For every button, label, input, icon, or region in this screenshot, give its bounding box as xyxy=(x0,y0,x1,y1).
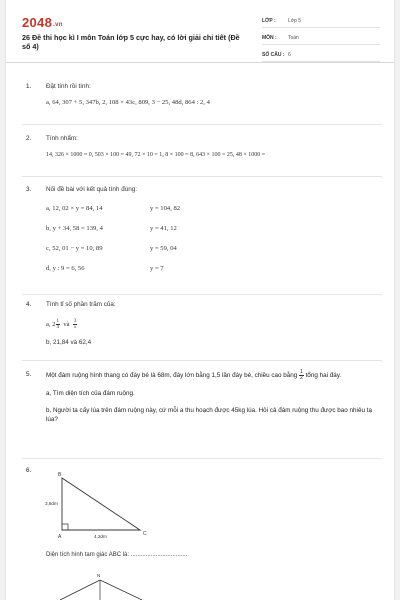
prompt-start: Một đám ruộng hình thang có đáy bé là 68m, đáy lớn bằng 1,5 lần đáy bé, chiều cao bằng xyxy=(46,372,298,380)
divider xyxy=(22,124,382,125)
match-right: y = 59, 04 xyxy=(150,245,177,252)
denominator: 2 xyxy=(300,375,303,381)
question-item-a xyxy=(46,319,382,330)
vertex-b-label: B xyxy=(58,472,62,478)
document-page xyxy=(6,0,394,600)
meta-value: 6 xyxy=(288,51,291,58)
logo-suffix: .vn xyxy=(53,22,63,28)
divider xyxy=(22,176,382,177)
meta-row-class xyxy=(262,16,380,28)
numerator: 3 xyxy=(73,319,77,324)
meta-label: SỐ CÂU : xyxy=(262,51,285,58)
document-meta xyxy=(262,16,380,67)
match-row xyxy=(46,224,382,244)
meta-value: Lớp 5 xyxy=(288,17,302,24)
meta-row-subject xyxy=(262,33,380,45)
divider xyxy=(22,458,382,459)
question-prompt: Tính tỉ số phần trăm của: xyxy=(46,301,116,308)
fraction xyxy=(73,319,78,330)
triangle2-left-side xyxy=(60,580,100,600)
match-row xyxy=(46,204,382,224)
match-right: y = 7 xyxy=(150,265,164,272)
numerator: 1 xyxy=(56,319,60,324)
logo-text: 2048 xyxy=(22,15,53,30)
matching-list xyxy=(46,204,382,284)
question-number: 6. xyxy=(26,467,32,474)
question-number: 5. xyxy=(26,371,32,378)
divider xyxy=(22,360,382,361)
meta-value: Toán xyxy=(288,34,299,41)
side-ac-label: 4,2dm xyxy=(94,534,107,539)
match-row xyxy=(46,264,382,284)
vertex-a-label: A xyxy=(58,534,62,540)
question-number: 3. xyxy=(26,186,32,193)
question-prompt: Tính nhẩm: xyxy=(46,135,78,142)
meta-row-count xyxy=(262,50,380,62)
match-left: c, 52, 01 − y = 10, 89 xyxy=(46,245,103,252)
vertex-c-label: C xyxy=(143,531,147,537)
conjunction: và xyxy=(63,321,70,329)
match-right: y = 104, 82 xyxy=(150,205,181,212)
document-header xyxy=(6,0,394,63)
question-number: 4. xyxy=(26,301,32,308)
item-prefix: a, 2 xyxy=(46,321,56,329)
question-number: 2. xyxy=(26,135,32,142)
question-prompt: Đặt tính rồi tính: xyxy=(46,83,91,90)
side-ab-label: 3,8dm xyxy=(45,501,58,506)
match-left: b, y + 34, 58 = 139, 4 xyxy=(46,225,103,232)
fraction xyxy=(56,319,61,330)
triangle-figure xyxy=(22,466,382,600)
prompt-end: tổng hai đáy. xyxy=(305,372,342,380)
match-row xyxy=(46,244,382,264)
question-items: 14, 326 × 1000 = 0, 503 × 100 = 49, 72 × 10 = 1, 8 × 100 = 8, 643 × 100 = 25, 48 × 1000 = xyxy=(46,152,266,158)
document-title: 26 Đề thi học kì I môn Toán lớp 5 cực hay, có lời giải chi tiết (Đề số 4) xyxy=(22,33,240,51)
match-left: d, y : 9 = 6, 56 xyxy=(46,265,85,272)
question-item-b: b, Người ta cấy lúa trên đám ruộng này, cứ mỗi a thu hoạch được 45kg lúa. Hỏi cả đám ruộng thu được bao nhiêu tạ lúa? xyxy=(46,407,372,423)
vertex-n-label: N xyxy=(97,573,101,578)
denominator: 5 xyxy=(73,325,77,330)
divider xyxy=(22,294,382,295)
site-logo[interactable] xyxy=(22,15,63,30)
numerator: 1 xyxy=(300,369,303,375)
match-left: a, 12, 02 × y = 84, 14 xyxy=(46,205,103,212)
denominator: 4 xyxy=(56,325,60,330)
meta-label: LỚP : xyxy=(262,17,276,24)
question-items: a, 64, 307 + 5, 347b, 2, 108 × 43c, 809, 3 − 25, 48d, 864 : 2, 4 xyxy=(46,99,210,106)
question-item-b: b, 21,84 và 62,4 xyxy=(46,339,92,346)
question-item-a: a, Tìm diện tích của đám ruộng. xyxy=(46,390,135,397)
triangle-abc xyxy=(62,478,140,530)
triangle2-right-side xyxy=(100,580,142,600)
meta-label: MÔN : xyxy=(262,34,277,41)
question-prompt: Diện tích hình tam giác ABC là: .................................. xyxy=(46,552,188,558)
match-right: y = 41, 12 xyxy=(150,225,177,232)
fraction xyxy=(299,370,304,381)
question-number: 1. xyxy=(26,83,32,90)
question-prompt xyxy=(46,370,382,381)
question-prompt: Nối đề bài với kết quả tính đúng: xyxy=(46,186,137,193)
right-angle-mark xyxy=(62,524,68,530)
